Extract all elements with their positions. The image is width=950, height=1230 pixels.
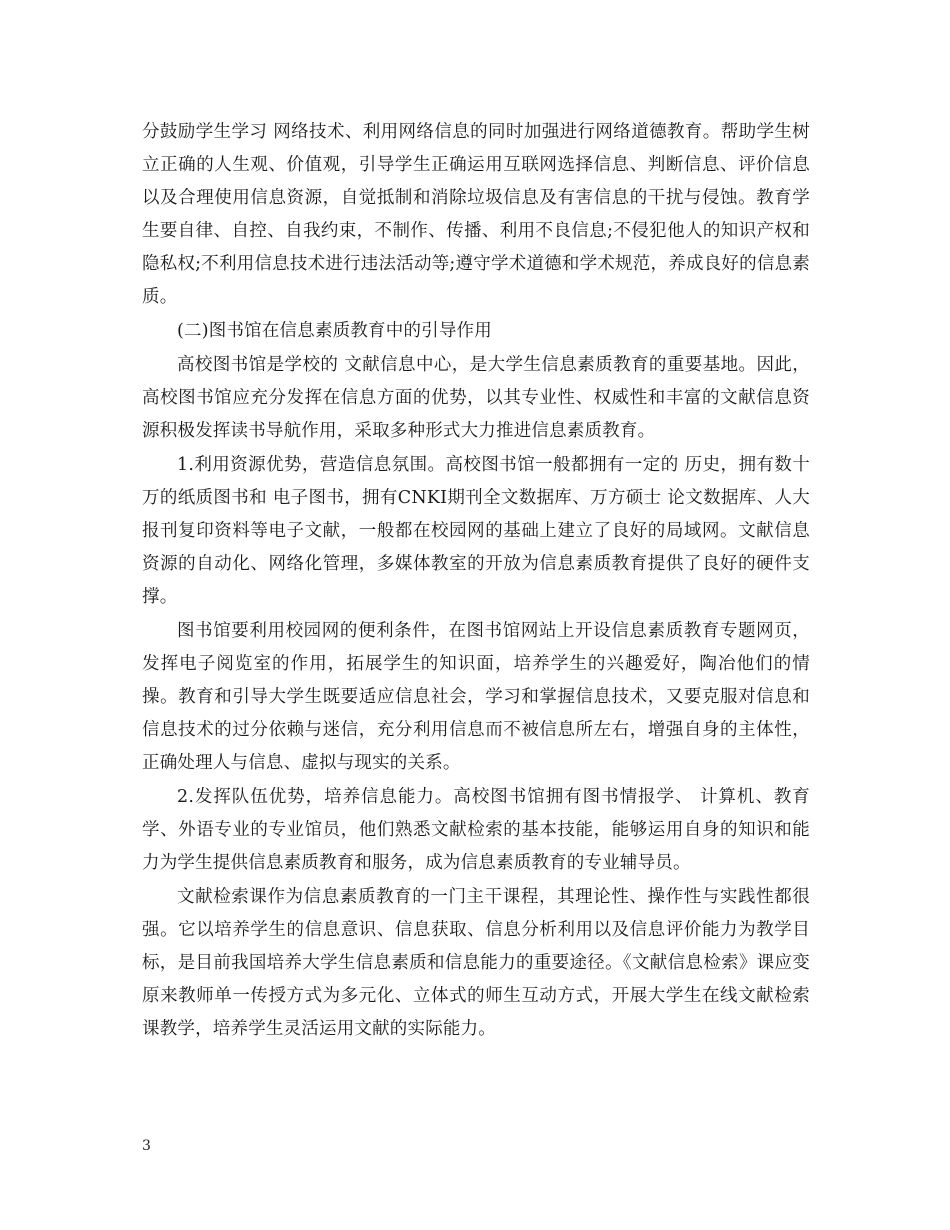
document-body (142, 116, 810, 1046)
paragraph-7: 文献检索课作为信息素质教育的一门主干课程，其理论性、操作性与实践性都很强。它以培养学生的信息意识、信息获取、信息分析利用以及信息评价能力为教学目标，是目前我国培养大学生信息素质和信息能力的重要途径。《文献信息检索》课应变原来教师单一传授方式为多元化、立体式的师生互动方式，开展大学生在线文献检索课教学，培养学生灵活运用文献的实际能力。 (142, 887, 810, 1039)
section-heading: (二)图书馆在信息素质教育中的引导作用 (177, 321, 492, 341)
paragraph-4: 1.利用资源优势，营造信息氛围。高校图书馆一般都拥有一定的 历史，拥有数十万的纸质图书和 电子图书，拥有CNKI期刊全文数据库、万方硕士 论文数据库、人大报刊复印资料等电子文献，一般都在校园网的基础上建立了良好的局域网。文献信息资源的自动化、网络化管理，多媒体教室的开放为信息素质教育提供了良好的硬件支撑。 (142, 455, 810, 607)
paragraph-3: 高校图书馆是学校的 文献信息中心，是大学生信息素质教育的重要基地。因此，高校图书馆应充分发挥在信息方面的优势，以其专业性、权威性和丰富的文献信息资源积极发挥读书导航作用，采取多种形式大力推进信息素质教育。 (142, 355, 810, 441)
paragraph-5: 图书馆要利用校园网的便利条件，在图书馆网站上开设信息素质教育专题网页，发挥电子阅览室的作用，拓展学生的知识面，培养学生的兴趣爱好，陶冶他们的情操。教育和引导大学生既要适应信息社会，学习和掌握信息技术，又要克服对信息和信息技术的过分依赖与迷信，充分利用信息而不被信息所左右，增强自身的主体性，正确处理人与信息、虚拟与现实的关系。 (142, 621, 810, 773)
paragraph-6: 2.发挥队伍优势，培养信息能力。高校图书馆拥有图书情报学、 计算机、教育学、外语专业的专业馆员，他们熟悉文献检索的基本技能，能够运用自身的知识和能力为学生提供信息素质教育和服务，成为信息素质教育的专业辅导员。 (142, 787, 810, 873)
page-number: 3 (142, 1138, 151, 1154)
paragraph-1: 分鼓励学生学习 网络技术、利用网络信息的同时加强进行网络道德教育。帮助学生树立正确的人生观、价值观，引导学生正确运用互联网选择信息、判断信息、评价信息以及合理使用信息资源，自觉抵制和消除垃圾信息及有害信息的干扰与侵蚀。教育学生要自律、自控、自我约束，不制作、传播、利用不良信息;不侵犯他人的知识产权和隐私权;不利用信息技术进行违法活动等;遵守学术道德和学术规范，养成良好的信息素质。 (142, 122, 810, 307)
